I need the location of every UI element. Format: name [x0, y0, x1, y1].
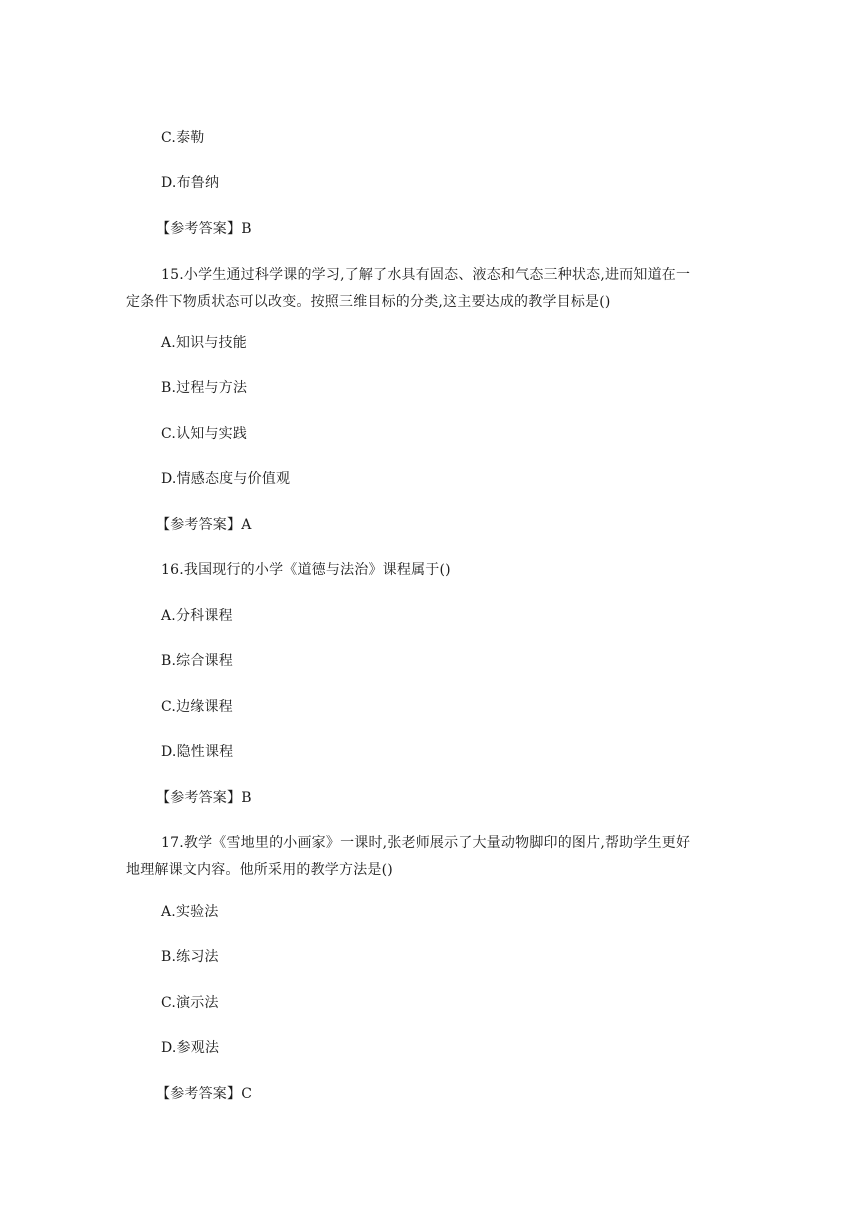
question-line: 17.教学《雪地里的小画家》一课时,张老师展示了大量动物脚印的图片,帮助学生更好: [161, 835, 691, 851]
option-line: C.边缘课程: [161, 699, 233, 715]
answer-line: 【参考答案】B: [156, 221, 252, 237]
option-line: B.过程与方法: [161, 380, 248, 396]
answer-line: 【参考答案】C: [156, 1086, 253, 1102]
option-line: A.实验法: [161, 904, 219, 920]
option-line: C.演示法: [161, 995, 219, 1011]
option-line: A.知识与技能: [161, 335, 247, 351]
option-line: B.练习法: [161, 949, 219, 965]
question-line: 16.我国现行的小学《道德与法治》课程属于(): [161, 562, 451, 578]
answer-line: 【参考答案】A: [156, 517, 252, 533]
option-line: D.参观法: [161, 1040, 220, 1056]
option-line: A.分科课程: [161, 608, 233, 624]
option-line: D.隐性课程: [161, 744, 234, 760]
question-line: 15.小学生通过科学课的学习,了解了水具有固态、液态和气态三种状态,进而知道在一: [161, 267, 691, 283]
question-continuation-line: 定条件下物质状态可以改变。按照三维目标的分类,这主要达成的教学目标是(): [126, 294, 611, 310]
question-continuation-line: 地理解课文内容。他所采用的教学方法是(): [126, 862, 393, 878]
option-line: C.认知与实践: [161, 426, 248, 442]
option-line: B.综合课程: [161, 653, 233, 669]
answer-line: 【参考答案】B: [156, 790, 252, 806]
option-line: D.布鲁纳: [161, 175, 220, 191]
option-line: C.泰勒: [161, 130, 205, 146]
option-line: D.情感态度与价值观: [161, 471, 291, 487]
